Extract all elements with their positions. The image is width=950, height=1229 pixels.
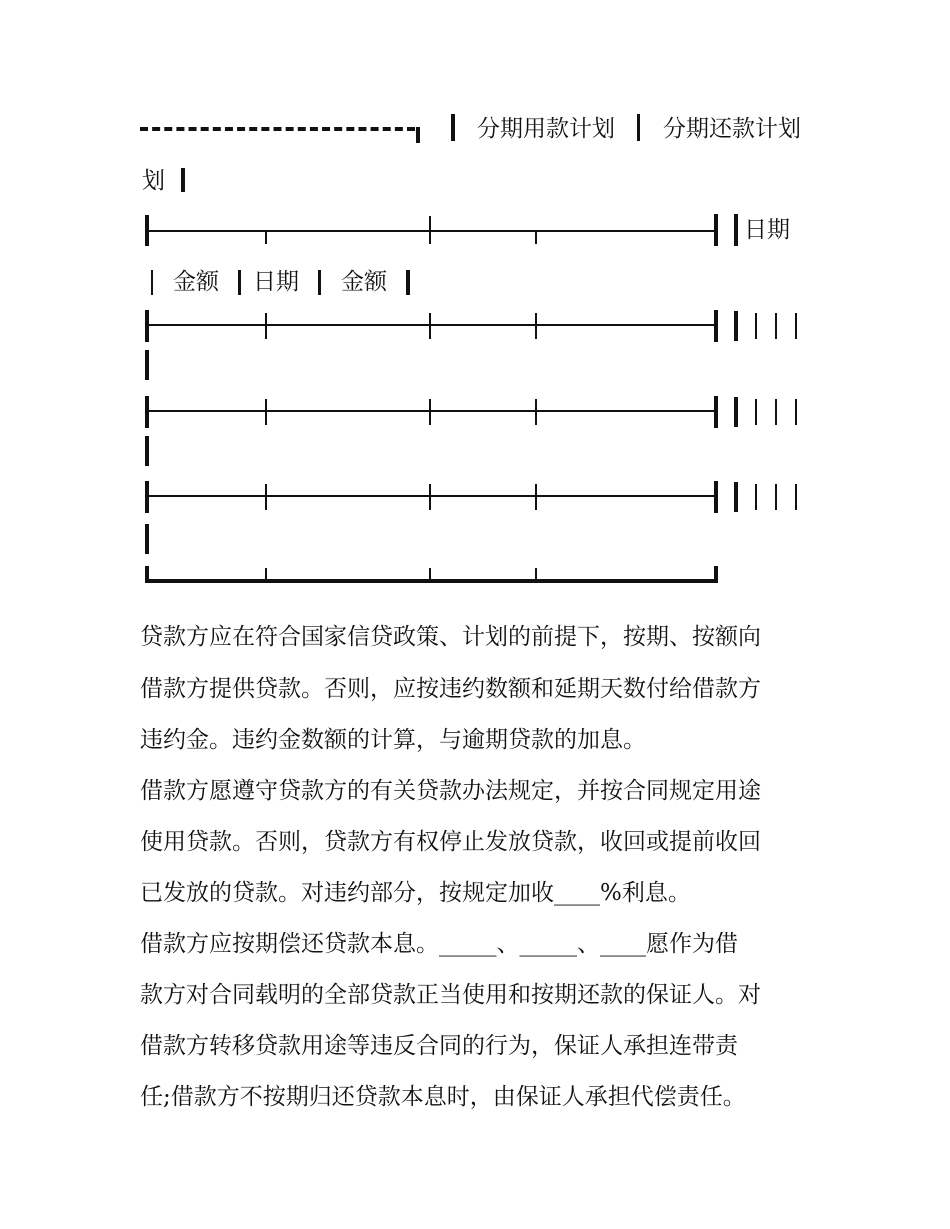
- body-line: 借款方应按期偿还贷款本息。_____、_____、____愿作为借: [140, 931, 738, 957]
- table-tick: [429, 216, 431, 244]
- body-line: 借款方转移贷款用途等违反合同的行为，保证人承担连带责: [140, 1033, 738, 1059]
- table-top-dashed-border: [140, 127, 415, 131]
- table-tick: [265, 231, 267, 244]
- header-installment-use-plan: 分期用款计划: [477, 116, 615, 142]
- header-installment-repay-plan: 分期还款计划: [663, 116, 801, 142]
- table-cell-divider: [238, 270, 241, 295]
- body-line: 违约金。违约金数额的计算，与逾期贷款的加息。: [140, 727, 646, 753]
- table-tick: [535, 231, 537, 244]
- body-line: 已发放的贷款。对违约部分，按规定加收____%利息。: [140, 880, 691, 906]
- table-cell-divider: [318, 270, 321, 295]
- table-cell-divider: [151, 270, 153, 295]
- table-row-line: [147, 230, 717, 232]
- table-cell-divider: [451, 114, 455, 141]
- table-cell-divider: [637, 114, 640, 141]
- body-line: 借款方愿遵守贷款方的有关贷款办法规定，并按合同规定用途: [140, 778, 761, 804]
- table-top-corner: [416, 127, 420, 143]
- header-amount-2: 金额: [341, 269, 387, 295]
- header-amount-1: 金额: [173, 269, 219, 295]
- header-date-2: 日期: [253, 269, 299, 295]
- table-cell-divider: [181, 168, 185, 192]
- table-cell-divider: [406, 270, 410, 295]
- body-line: 使用贷款。否则，贷款方有权停止发放贷款，收回或提前收回: [140, 829, 761, 855]
- table-right-border: [714, 214, 718, 246]
- header-date-1: 日期: [744, 217, 790, 243]
- body-line: 款方对合同载明的全部贷款正当使用和按期还款的保证人。对: [140, 982, 761, 1008]
- body-line: 任;借款方不按期归还贷款本息时，由保证人承担代偿责任。: [140, 1084, 746, 1110]
- body-line: 借款方提供贷款。否则，应按违约数额和延期天数付给借款方: [140, 676, 761, 702]
- table-cell-divider: [734, 214, 738, 246]
- header-wrap-text: 划: [142, 168, 165, 194]
- body-line: 贷款方应在符合国家信贷政策、计划的前提下，按期、按额向: [140, 624, 761, 650]
